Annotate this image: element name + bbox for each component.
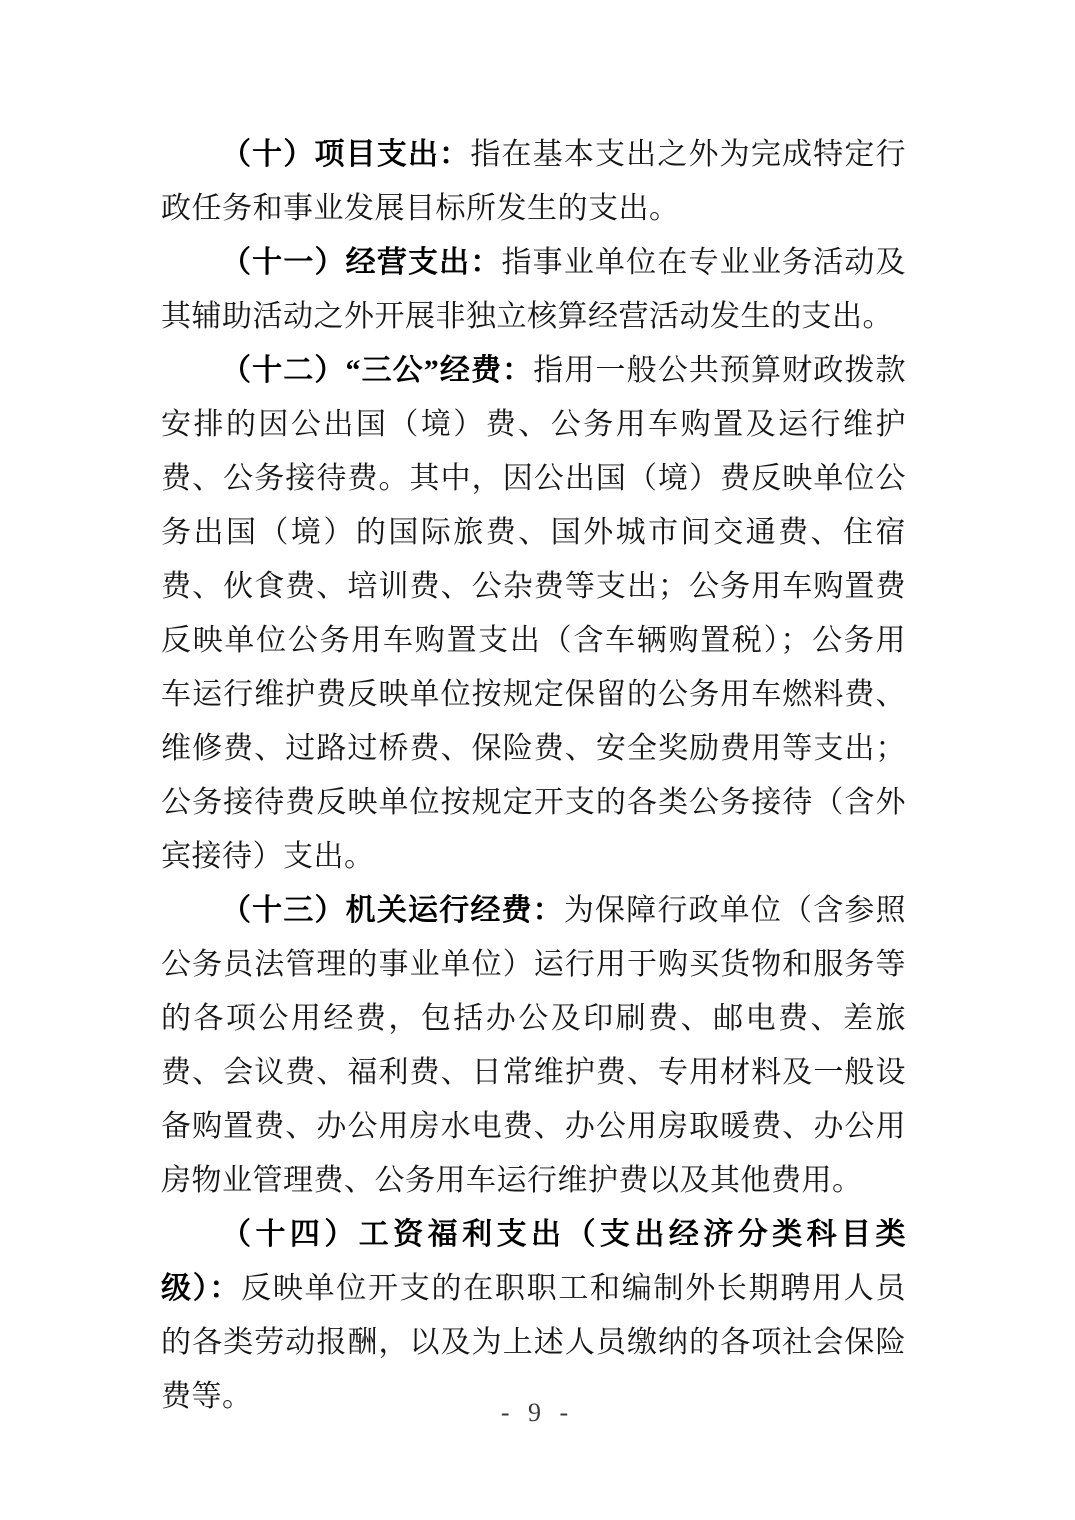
paragraph-10-project-expenditure xyxy=(161,128,906,236)
paragraph-label: （十二）“三公”经费： xyxy=(221,354,534,387)
paragraph-text: 指事业单位在专业业务活动及其辅助活动之外开展非独立核算经营活动发生的支出。 xyxy=(161,246,906,333)
paragraph-label: （十一）经营支出： xyxy=(221,246,502,279)
paragraph-text: 反映单位开支的在职职工和编制外长期聘用人员的各类劳动报酬，以及为上述人员缴纳的各项社会保险费等。 xyxy=(161,1272,907,1413)
paragraph-text: 指用一般公共预算财政拨款安排的因公出国（境）费、公务用车购置及运行维护费、公务接待费。其中，因公出国（境）费反映单位公务出国（境）的国际旅费、国外城市间交通费、住宿费、伙食费、培训费、公杂费等支出；公务用车购置费反映单位公务用车购置支出（含车辆购置税）；公务用车运行维护费反映单位按规定保留的公务用车燃料费、维修费、过路过桥费、保险费、安全奖励费用等支出；公务接待费反映单位按规定开支的各类公务接待（含外宾接待）支出。 xyxy=(161,354,906,873)
paragraph-11-operating-expenditure xyxy=(161,236,906,344)
paragraph-text: 指在基本支出之外为完成特定行政任务和事业发展目标所发生的支出。 xyxy=(161,138,907,225)
page-number: - 9 - xyxy=(500,1398,575,1427)
page-footer xyxy=(0,1398,1075,1428)
paragraph-label: （十三）机关运行经费： xyxy=(221,894,564,927)
document-body xyxy=(161,128,906,1424)
paragraph-text: 为保障行政单位（含参照公务员法管理的事业单位）运行用于购买货物和服务等的各项公用经费，包括办公及印刷费、邮电费、差旅费、会议费、福利费、日常维护费、专用材料及一般设备购置费、办公用房水电费、办公用房取暖费、办公用房物业管理费、公务用车运行维护费以及其他费用。 xyxy=(161,894,907,1197)
paragraph-13-agency-operating-funds xyxy=(161,884,906,1208)
paragraph-14-wage-welfare-expenditure xyxy=(161,1208,906,1424)
paragraph-label: （十）项目支出： xyxy=(221,138,471,171)
paragraph-12-three-public-funds xyxy=(161,344,906,884)
paragraph-label: （十四）工资福利支出（支出经济分类科目类级）： xyxy=(161,1218,906,1305)
